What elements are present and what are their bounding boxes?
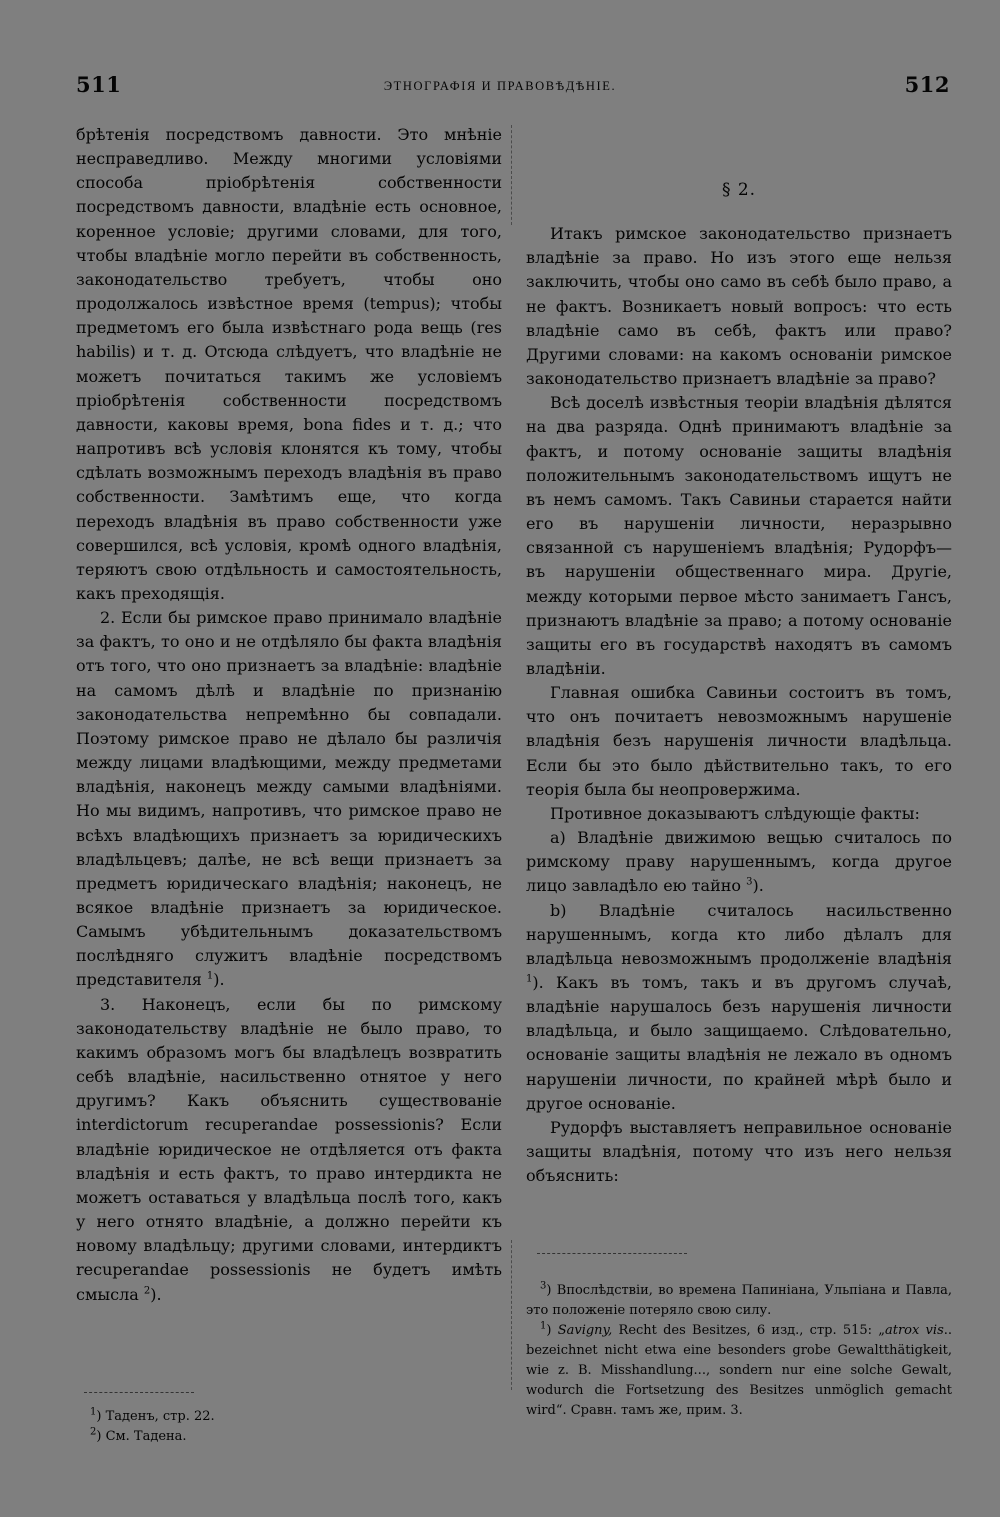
right-footnote-3-text: ) Впослѣдствіи, во времена Папиніана, Ульпіана и Павла, это положеніе потеряло свою силу. [526,1283,952,1318]
right-item-a-tail: ). [752,876,764,896]
left-footnote-1-mark: 1 [90,1406,97,1418]
right-footnote-1-prefix: ) [546,1323,558,1338]
column-rule-top [511,125,512,225]
right-paragraph-1: Итакъ римское законодательство признаетъ владѣніе за право. Но изъ этого еще нельзя заключить, чтобы оно само въ себѣ было право, а не фактъ. Возникаетъ новый вопросъ: что есть владѣніе само въ себѣ, фактъ или право? Другими словами: на какомъ основаніи римское законодательство признаетъ владѣніе за право? [526,224,952,389]
left-footnote-2-text: ) См. Тадена. [96,1429,187,1444]
right-footnote-1-italic: atrox vis [884,1323,944,1338]
footnote-ref-1: 1 [206,971,214,983]
right-paragraph-3: Главная ошибка Савиньи состоитъ въ томъ, что онъ почитаетъ невозможнымъ нарушеніе владѣнія безъ нарушенія личности владѣльца. Если бы это было дѣйствительно такъ, то его теорія была бы неопровержима. [526,683,952,799]
left-page-number: 511 [76,72,122,97]
right-footnote-3 [526,1281,952,1321]
left-footnotes [76,1407,502,1447]
left-paragraph-2 [76,606,502,993]
right-column [526,178,952,1188]
right-item-b [526,899,952,1116]
right-item-a-text: a) Владѣніе движимою вещью считалось по римскому праву нарушеннымъ, когда другое лицо завладѣло ею тайно [526,828,952,896]
right-footnote-1-author: Savigny, [557,1323,613,1338]
left-paragraph-2-tail: ). [213,970,225,990]
right-paragraph-4: Противное доказываютъ слѣдующіе факты: [550,803,920,823]
right-footnote-separator [537,1253,687,1254]
left-footnote-1 [76,1407,502,1427]
footnote-ref-3: 3 [746,877,753,889]
right-footnote-1 [526,1321,952,1421]
right-footnotes [526,1281,952,1421]
left-paragraph-3-tail: ). [150,1284,162,1304]
right-item-b-tail: ). Какъ въ томъ, такъ и въ другомъ случаѣ, владѣніе нарушалось безъ нарушенія личности владѣльца, и было защищаемо. Слѣдовательно, основаніе защиты владѣнія не лежало въ одномъ нарушеніи личности, по крайней мѣрѣ было и другое основаніе. [526,973,952,1113]
left-paragraph-3-text: 3. Наконецъ, если бы по римскому законодательству владѣніе не было право, то какимъ образомъ могъ бы владѣлецъ возвратить себѣ владѣніе, насильственно отнятое у него другимъ? Какъ объяснить существованіе interdictorum recuperandae possessionis? Если владѣніе юридическое не отдѣляется отъ факта владѣнія и есть фактъ, то право интердикта не можетъ оставаться у владѣльца послѣ того, какъ у него отнято владѣніе, а должно перейти къ новому владѣльцу; другими словами, интердиктъ recuperandae possessionis не будетъ имѣть смысла [76,994,502,1304]
left-footnote-2 [76,1427,502,1447]
left-paragraph-2-text: 2. Если бы римское право принимало владѣніе за фактъ, то оно и не отдѣляло бы факта владѣнія отъ того, что оно признаетъ за владѣніе: владѣніе на самомъ дѣлѣ и владѣніе по признанію законодательства непремѣнно бы совпадали. Поэтому римское право не дѣлало бы различія между лицами владѣющими, между предметами владѣнія, наконецъ между самыми владѣніями. Но мы видимъ, напротивъ, что римское право не всѣхъ владѣющихъ признаетъ за юридическихъ владѣльцевъ; далѣе, не всѣ вещи признаетъ за предметъ юридическаго владѣнія; наконецъ, не всякое владѣніе признаетъ за юридическое. Самымъ убѣдительнымъ доказательствомъ послѣдняго служитъ владѣніе посредствомъ представителя [76,608,502,990]
right-footnote-1-mark: 1 [540,1320,547,1332]
running-head: ЭТНОГРАФІЯ И ПРАВОВѢДѢНІЕ. [383,79,617,93]
right-footnote-1-text-a: Recht des Besitzes, 6 изд., стр. 515: „ [612,1323,885,1338]
footnote-ref-2: 2 [143,1285,151,1297]
left-footnote-2-mark: 2 [90,1426,97,1438]
footnote-ref-1-right: 1 [526,973,533,985]
left-paragraph-3 [76,993,502,1307]
right-item-a [526,826,952,898]
left-footnote-separator [84,1392,194,1393]
right-item-b-text: b) Владѣніе считалось насильственно нарушеннымъ, когда кто либо дѣлалъ для владѣльца невозможнымъ продолженіе владѣнія [526,900,952,968]
right-footnote-3-mark: 3 [540,1280,547,1292]
column-rule-bottom [511,1240,512,1390]
right-footnote-1-text-b: .. bezeichnet nicht etwa eine besonders grobe Gewaltthätigkeit, wie z. B. Misshandlung..., sondern nur eine solche Gewalt, wodurch die Fortsetzung des Besitzes unmöglich gemacht wird“. Сравн. тамъ же, прим. 3. [526,1323,952,1418]
right-page-number: 512 [904,72,950,97]
right-paragraph-2: Всѣ доселѣ извѣстныя теоріи владѣнія дѣлятся на два разряда. Однѣ принимаютъ владѣніе за фактъ, и потому основаніе защиты владѣнія положительнымъ законодательствомъ ищутъ не въ немъ самомъ. Такъ Савиньи старается найти его въ нарушеніи личности, неразрывно связанной съ нарушеніемъ владѣнія; Рудорфъ—въ нарушеніи общественнаго мира. Другіе, между которыми первое мѣсто занимаетъ Гансъ, признаютъ владѣніе за право; а потому основаніе защиты его въ государствѣ находятъ въ самомъ владѣніи. [526,393,952,678]
left-paragraph-1: брѣтенія посредствомъ давности. Это мнѣніе несправедливо. Между многими условіями способа пріобрѣтенія собственности посредствомъ давности, владѣніе есть основное, коренное условіе; другими словами, для того, чтобы владѣніе могло перейти въ собственность, законодательство требуетъ, чтобы оно продолжалось извѣстное время (tempus); чтобы предметомъ его была извѣстнаго рода вещь (res habilis) и т. д. Отсюда слѣдуетъ, что владѣніе не можетъ почитаться такимъ же условіемъ пріобрѣтенія собственности посредствомъ давности, каковы время, bona fides и т. д.; что напротивъ всѣ условія клонятся къ тому, чтобы сдѣлать возможнымъ переходъ владѣнія въ право собственности. Замѣтимъ еще, что когда переходъ владѣнія въ право собственности уже совершился, всѣ условія, кромѣ одного владѣнія, теряютъ свою отдѣльность и самостоятельность, какъ преходящія. [76,125,502,603]
section-heading: § 2. [721,180,757,200]
left-column [76,123,502,1307]
right-paragraph-last: Рудорфъ выставляетъ неправильное основаніе защиты владѣнія, потому что изъ него нельзя объяснить: [526,1117,952,1186]
left-footnote-1-text: ) Таденъ, стр. 22. [96,1409,215,1424]
